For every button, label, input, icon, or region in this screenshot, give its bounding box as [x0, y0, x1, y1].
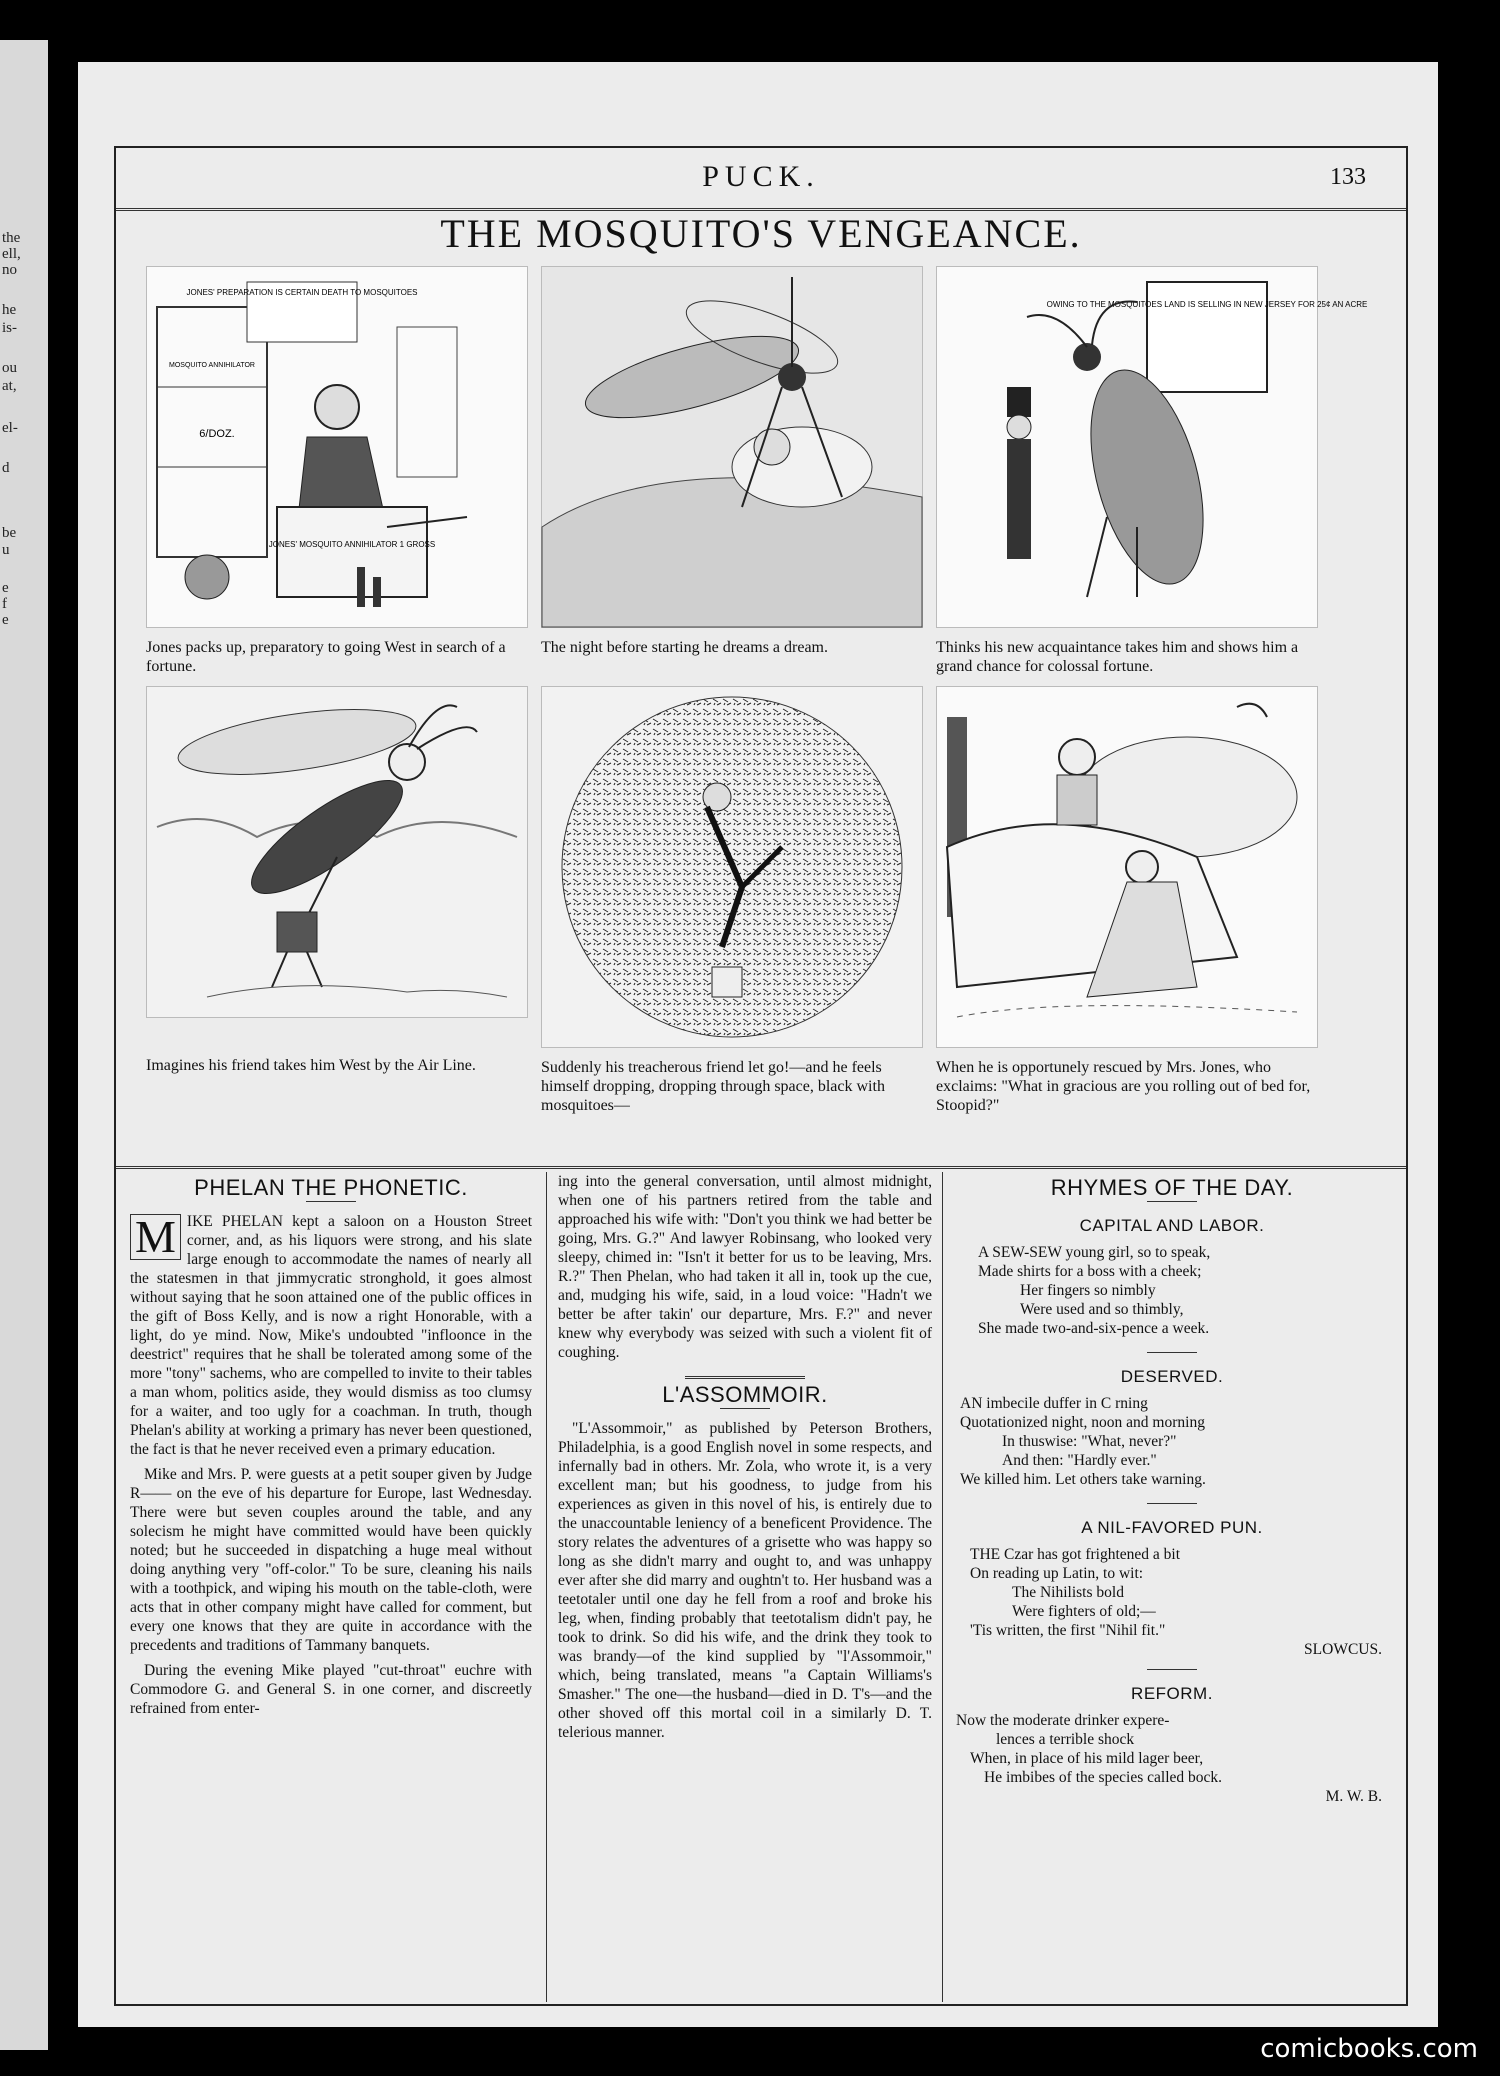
column-1: [130, 1172, 532, 2000]
poem-nil-favored-pun: [956, 1545, 1388, 1640]
poem-line: AN imbecile duffer in C rning: [960, 1395, 1148, 1412]
poem-line: Now the moderate drinker expere-: [956, 1712, 1170, 1729]
panel-caption: Suddenly his treacherous friend let go!—and he feels himself dropping, dropping through space, black with mosquitoes—: [541, 1059, 885, 1114]
panel-illustration: [936, 686, 1318, 1048]
sign-text: 6/DOZ.: [199, 428, 235, 440]
column-divider: [942, 1172, 943, 2002]
page-number: 133: [1330, 164, 1366, 190]
poem-line: THE Czar has got frightened a bit: [970, 1546, 1181, 1563]
sign-text: JONES' PREPARATION IS CERTAIN DEATH TO MOSQUITOES: [186, 288, 418, 297]
prev-fragment: is-: [2, 320, 17, 336]
prev-fragment: at,: [2, 378, 17, 394]
prev-fragment: he: [2, 302, 17, 318]
prev-fragment: be: [2, 525, 17, 541]
poem-rule: [1147, 1503, 1197, 1504]
poem-deserved: [956, 1394, 1388, 1489]
poem-title: REFORM.: [1131, 1684, 1213, 1703]
title-rule: [720, 1408, 770, 1409]
prev-fragment: el-: [2, 420, 18, 436]
article-title: L'ASSOMMOIR.: [662, 1382, 828, 1407]
panel-caption: The night before starting he dreams a dream.: [541, 639, 828, 656]
panel-caption: Jones packs up, preparatory to going West in search of a fortune.: [146, 639, 506, 675]
jones-packing-illustration: [147, 267, 527, 627]
cartoon-title: THE MOSQUITO'S VENGEANCE.: [440, 211, 1082, 256]
poem-line: He imbibes of the species called bock.: [984, 1769, 1223, 1786]
previous-page-edge: [0, 40, 48, 2050]
panel-illustration: [146, 266, 528, 628]
poem-line: A SEW-SEW young girl, so to speak,: [978, 1244, 1211, 1261]
article-title: PHELAN THE PHONETIC.: [194, 1175, 468, 1200]
magazine-page: [78, 62, 1438, 2027]
watermark: comicbooks.com: [1260, 2034, 1478, 2064]
cartoon-panel-2: [541, 266, 921, 657]
poem-line: lences a terrible shock: [996, 1731, 1135, 1748]
title-rule: [306, 1201, 356, 1202]
poem-line: She made two-and-six-pence a week.: [978, 1320, 1210, 1337]
prev-fragment: the: [2, 230, 21, 246]
cartoon-panel-5: [541, 686, 921, 1115]
rescue-illustration: [937, 687, 1317, 1047]
section-rule: [685, 1376, 805, 1379]
prev-fragment: ou: [2, 360, 17, 376]
panel-illustration: [541, 686, 923, 1048]
poem-line: Made shirts for a boss with a cheek;: [978, 1263, 1202, 1280]
poem-line: Quotationized night, noon and morning: [960, 1414, 1205, 1431]
poem-line: On reading up Latin, to wit:: [970, 1565, 1144, 1582]
poem-line: Her fingers so nimbly: [1020, 1282, 1156, 1299]
cartoon-panel-6: [936, 686, 1316, 1115]
poem-reform: [956, 1711, 1388, 1787]
drop-cap: M: [130, 1214, 181, 1260]
cartoon-panel-3: [936, 266, 1368, 676]
poem-line: In thuswise: "What, never?": [1002, 1433, 1177, 1450]
paragraph: [130, 1212, 532, 1459]
prev-fragment: e: [2, 612, 9, 628]
prev-fragment: d: [2, 460, 10, 476]
poem-line: Were used and so thimbly,: [1020, 1301, 1184, 1318]
column-3: [956, 1172, 1388, 2000]
prev-fragment: u: [2, 542, 10, 558]
panel-caption: Imagines his friend takes him West by the Air Line.: [146, 1057, 476, 1074]
panel-caption: Thinks his new acquaintance takes him and shows him a grand chance for colossal fortune.: [936, 639, 1299, 675]
poem-line: 'Tis written, the first "Nihil fit.": [970, 1622, 1166, 1639]
magazine-title: PUCK.: [702, 160, 820, 193]
poem-line: When, in place of his mild lager beer,: [970, 1750, 1204, 1767]
poem-capital-and-labor: [956, 1243, 1388, 1338]
paragraph: During the evening Mike played "cut-throat" euchre with Commodore G. and General S. in one corner, and discreetly refrained from enter-: [130, 1662, 532, 1717]
poem-line: And then: "Hardly ever.": [1002, 1452, 1157, 1469]
poem-rule: [1147, 1352, 1197, 1353]
poem-line: The Nihilists bold: [1012, 1584, 1124, 1601]
prev-fragment: f: [2, 596, 7, 612]
page-frame: [114, 146, 1408, 2006]
section-rule: [116, 1166, 1406, 1169]
cartoon-panel-1: [146, 266, 526, 676]
falling-illustration: [542, 687, 922, 1047]
masthead: [116, 148, 1406, 210]
land-sale-illustration: [937, 267, 1368, 627]
poem-signature: M. W. B.: [1325, 1788, 1382, 1805]
panel-illustration: [541, 266, 923, 628]
poem-line: We killed him. Let others take warning.: [960, 1471, 1206, 1488]
dream-mosquito-illustration: [542, 267, 922, 627]
panel-illustration: [936, 266, 1368, 628]
poem-signature: SLOWCUS.: [1304, 1641, 1382, 1658]
paragraph: "L'Assommoir," as published by Peterson Brothers, Philadelphia, is a good English novel in some respects, and infernally bad in others. Mr. Zola, who wrote it, is a very excellent man; but his goodness, to judge from his experiences as given in this novel of his, is entirely due to the unaccountable leniency of a beneficent Providence. The story relates the adventures of a grisette who was happy so long as she didn't marry and ought to, and was unhappy ever after she did marry and oughtn't to. Her husband was a teetotaler until one day he fell from a roof and broke his leg, when, finding probably that teetotalism didn't pay, he took to drink. So did his wife, and the drink they took to was brandy—of the kind supplied by "l'Assommoir," which, being translated, means "a Captain Williams's Smasher." The one—the husband—died in D. T's—and the other shoved off this mortal coil in a similarly D. T. telerious manner.: [558, 1420, 932, 1741]
panel-illustration: [146, 686, 528, 1018]
cartoon-panel-4: [146, 686, 526, 1075]
poem-title: A NIL-FAVORED PUN.: [1081, 1518, 1263, 1537]
column-2: [558, 1172, 932, 2000]
paragraph: Mike and Mrs. P. were guests at a petit souper given by Judge R—— on the eve of his departure for Europe, last Wednesday. There were but seven couples around the table, and any solecism he might have committed would have been quickly noted; but he succeeded in dispatching a huge meal without doing anything very "off-color." To be sure, cleaning his nails with a toothpick, and wiping his mouth on the table-cloth, were acts that in other company might have called for comment, but every one knows that they are quite in accordance with the precedents and traditions of Tammany banquets.: [130, 1466, 532, 1654]
prev-fragment: ell,: [2, 246, 21, 262]
poem-rule: [1147, 1669, 1197, 1670]
sign-text: MOSQUITO ANNIHILATOR: [169, 362, 255, 369]
poem-title: CAPITAL AND LABOR.: [1079, 1216, 1265, 1235]
poem-title: DESERVED.: [1120, 1367, 1224, 1386]
column-divider: [546, 1172, 547, 2002]
paragraph-text: IKE PHELAN kept a saloon on a Houston Street corner, and, as his liquors were strong, and his slate large enough to accommodate the names of nearly all the statesmen in that jimmycratic stronghold, it goes almost without saying that he soon attained one of the public offices in the gift of Boss Kelly, and is now a right Honorable, with a light, do ye mind. Now, Mike's undoubted "infloonce in the deestrict" requires that he shall be tolerated among some of the more "tony" sachems, who are compelled to invite to their tables a man whom, politics aside, they would dismiss as too clumsy for a waiter, and too ugly for a coachman. In truth, though Phelan's ability at working a primary has never been questioned, the fact is that he never received even a primary education.: [130, 1213, 532, 1458]
crate-label: JONES' MOSQUITO ANNIHILATOR 1 GROSS: [268, 540, 436, 549]
prev-fragment: no: [2, 262, 17, 278]
air-line-illustration: [147, 687, 527, 1017]
land-sign: OWING TO THE MOSQUITOES LAND IS SELLING IN NEW JERSEY FOR 25¢ AN ACRE: [1046, 300, 1368, 309]
title-rule: [1147, 1201, 1197, 1202]
poem-line: Were fighters of old;—: [1012, 1603, 1156, 1620]
paragraph: ing into the general conversation, until almost midnight, when one of his partners retired from the table and approached his wife with: "Don't you think we had better be going, Mrs. G.?" And lawyer Robinsang, who looked very sleepy, chimed in: "Isn't it better for us to be leaving, Mrs. R.?" Then Phelan, who had taken it all in, took up the cue, and, mudging his wife, said, in a loud voice: "Hadn't we better be after takin' our departure, Mrs. F.?" and never knew why everybody was seized with such a violent fit of coughing.: [558, 1173, 932, 1361]
panel-caption: When he is opportunely rescued by Mrs. Jones, who exclaims: "What in gracious are you rolling out of bed for, Stoopid?": [936, 1059, 1311, 1114]
prev-fragment: e: [2, 580, 9, 596]
section-title: RHYMES OF THE DAY.: [1050, 1175, 1294, 1200]
